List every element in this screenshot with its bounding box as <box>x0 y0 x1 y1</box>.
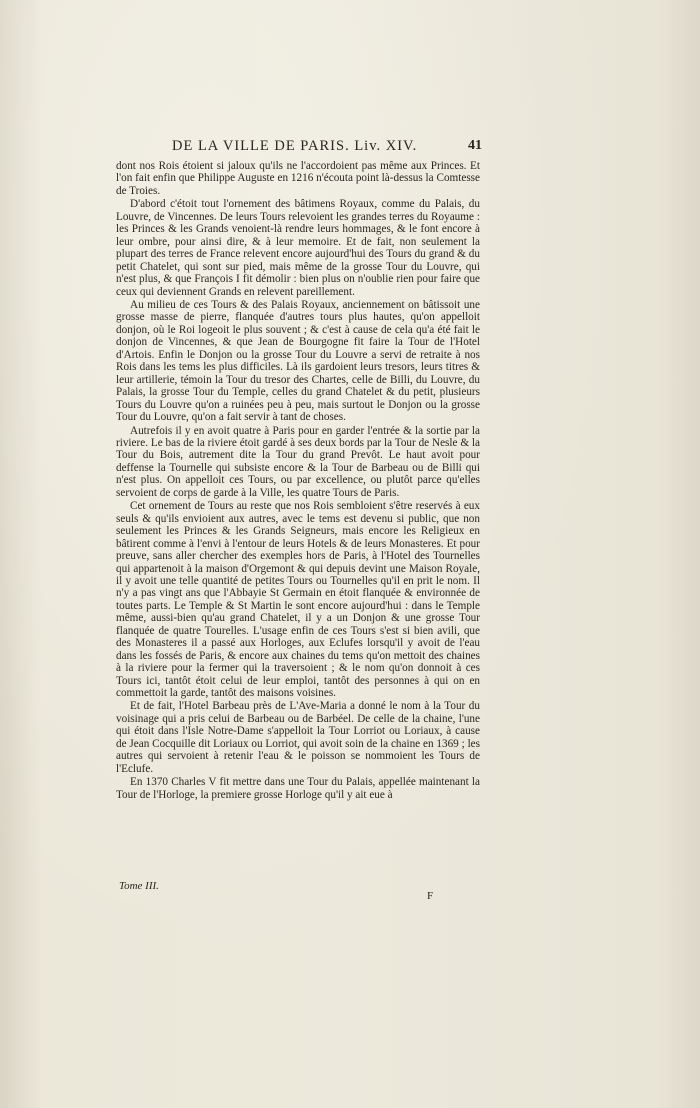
paragraph-5: Cet ornement de Tours au reste que nos Rois sembloient s'être reservés à eux seuls & qu'ils envioient aux autres, avec le tems est devenu si public, que non seulement les Princes & les Grands Seigneurs, mais encore les Religieux en bâtirent comme à l'envi à l'entour de leurs Hotels & de leurs Monasteres. Et pour preuve, sans aller chercher des exemples hors de Paris, à l'Hotel des Tournelles qui appartenoit à la maison d'Orgemont & qui depuis devint une Maison Royale, il y avoit une telle quantité de petites Tours ou Tournelles qu'il en prit le nom. Il n'y a pas vingt ans que l'Abbayie St Germain en étoit flanquée & environnée de toutes parts. Le Temple & St Martin le sont encore aujourd'hui : dans le Temple même, aussi-bien qu'au grand Chatelet, il y a un Donjon & une grosse Tour flanquée de quatre Tourelles. L'usage enfin de ces Tours s'est si bien avili, que des Monasteres il a passé aux Horloges, aux Eclufes lorsqu'il y avoit de l'eau dans les fossés de Paris, & encore aux chaines du tems qu'on mettoit des chaines à la riviere pour la fermer qui la traversoient ; & le nom qu'on donnoit à ces Tours ici, tantôt étoit celui de leur emploi, tantôt des personnes à qui on en commettoit la garde, tantôt des maisons voisines. <box>116 500 480 700</box>
paragraph-1: dont nos Rois étoient si jaloux qu'ils ne l'accordoient pas même aux Princes. Et l'on fait enfin que Philippe Auguste en 1216 n'écouta point là-dessus la Comtesse de Troies. <box>116 160 480 197</box>
body-text <box>116 160 480 801</box>
volume-label: Tome III. <box>119 880 159 892</box>
signature-mark: F <box>427 890 434 902</box>
page-number: 41 <box>468 138 482 153</box>
paragraph-2: D'abord c'étoit tout l'ornement des bâtimens Royaux, comme du Palais, du Louvre, de Vincennes. De leurs Tours relevoient les grandes terres du Royaume : les Princes & les Grands venoient-là rendre leurs hommages, & le font encore à leur ombre, pour ainsi dire, & à leur memoire. Et de fait, non seulement la plupart des terres de France relevent encore aujourd'hui des Tours du grand & du petit Chatelet, qui sont sur pied, mais même de la grosse Tour du Louvre, qui n'est plus, & que François I fit démolir : bien plus on n'oublie rien pour faire que ceux qui deviennent Grands en relevent pareillement. <box>116 198 480 298</box>
paragraph-4: Autrefois il y en avoit quatre à Paris pour en garder l'entrée & la sortie par la riviere. Le bas de la riviere étoit gardé à ses deux bords par la Tour de Nesle & la Tour du Bois, autrement dite la Tour du grand Prevôt. Le haut avoit pour deffense la Tournelle qui subsiste encore & la Tour de Barbeau ou de Billi qui n'est plus. On appelloit ces Tours, ou par excellence, ou plutôt parce qu'elles servoient de corps de garde à la Ville, les quatre Tours de Paris. <box>116 424 480 499</box>
running-title: DE LA VILLE DE PARIS. Liv. XIV. <box>172 138 418 154</box>
paragraph-6: Et de fait, l'Hotel Barbeau près de L'Ave-Maria a donné le nom à la Tour du voisinage qui a pris celui de Barbeau ou de Barbéel. De celle de la chaine, l'une qui étoit dans l'Isle Notre-Dame s'appelloit la Tour Lorriot ou Loriaux, à cause de Jean Cocquille dit Loriaux ou Lorriot, qui avoit soin de la chaine en 1369 ; les autres qui servoient à retenir l'eau & le poisson se nommoient les Tours de l'Eclufe. <box>116 700 480 775</box>
paragraph-3: Au milieu de ces Tours & des Palais Royaux, anciennement on bâtissoit une grosse masse de pierre, flanquée d'autres tours plus hautes, qu'on appelloit donjon, où le Roi logeoit le plus souvent ; & c'est à cause de cela qu'a été fait le donjon de Vincennes, & que Jean de Bourgogne fit faire la Tour de l'Hotel d'Artois. Enfin le Donjon ou la grosse Tour du Louvre a servi de retraite à nos Rois dans les tems les plus difficiles. Là ils gardoient leurs tresors, leurs titres & leur artillerie, témoin la Tour du tresor des Chartes, celle de Billi, du Louvre, du Palais, la grosse Tour du Temple, celles du grand Chatelet & du petit, plusieurs Tours du Louvre qu'on a ruinées peu à peu, mais surtout le Donjon ou la grosse Tour du Louvre, qu'on a fait servir à tant de choses. <box>116 298 480 424</box>
paragraph-7: En 1370 Charles V fit mettre dans une Tour du Palais, appellée maintenant la Tour de l'Horloge, la premiere grosse Horloge qu'il y ait eue à <box>116 776 480 801</box>
